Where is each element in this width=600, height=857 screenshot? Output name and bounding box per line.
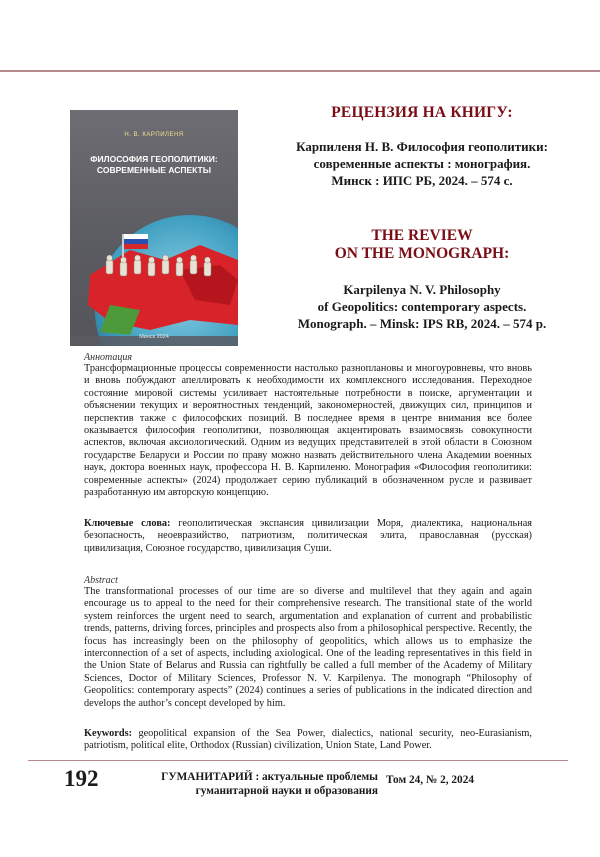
keywords-list-ru: геополитическая экспансия цивилизации Моря, диалектика, национальная безопасность, неоевразийство, патриотизм, политическая элита, православная (русская) цивилизация, Союзное государство, цивилизация Суши. — [84, 518, 533, 554]
abstract-text-ru: Трансформационные процессы современности настолько разноплановы и многоуровневы, что вновь и вновь побуждают апеллировать к необходимости их комплексного исследования. Переходное состояние мировой системы усиливает настоятельные потребности в поиске, аргументации и объяснении текущих и вероятностных тенденций, закономерностей, движущих сил, принципов и перспектив также с философских позиций. В последнее время в центре внимания все более оказывается философия геополитики, позволяющая акцентировать взаимосвязь совокупности аспектов, включая аксиологический. Одним из ведущих представителей в этой области в Союзном государстве Беларуси и России по праву можно назвать действительного члена Академии военных наук, доктора военных наук, профессора Н. В. Карпиленю. Монография «Философия геополитики: современные аспекты» (2024) продолжает серию публикаций в обозначенном русле и развивает разработанную им авторскую концепцию. — [84, 363, 532, 499]
cover-title — [76, 154, 232, 176]
citation-ru-line2: современные аспекты : монография. — [313, 156, 531, 171]
review-title-en-line1: THE REVIEW — [371, 227, 473, 244]
review-title-ru: РЕЦЕНЗИЯ НА КНИГУ: — [331, 104, 513, 121]
book-cover-image — [70, 110, 238, 346]
cover-title-line1: ФИЛОСОФИЯ ГЕОПОЛИТИКИ: — [90, 154, 218, 164]
book-citation-en — [262, 281, 582, 332]
citation-en-line2: of Geopolitics: contemporary aspects. — [317, 299, 527, 314]
abstract-text-en: The transformational processes of our time are so diverse and multilevel that they again and again encourage us to appeal to the need for their comprehensive research. The transitional state of the world system reinforces the urgent need to search, argumentation and explanation of current and probabilistic trends, patterns, driving forces, principles and prospects also from a philosophical perspective. Recently, the focus has increasingly been on the philosophy of geopolitics, which allows us to emphasize the interconnection of a set of aspects, including axiological. One of the leading representatives in this field in the Union State of Belarus and Russia can rightfully be called a full member of the Academy of Military Sciences, Doctor of Military Sciences, Professor N. V. Karpilenya. The monograph “Philosophy of Geopolitics: contemporary aspects” (2024) continues a series of publications in the indicated direction and develops the author’s concept developed by him. — [84, 586, 532, 709]
keywords-label-en: Keywords: — [84, 728, 133, 739]
page-number: 192 — [64, 766, 99, 791]
citation-en-line3: Monograph. – Minsk: IPS RB, 2024. – 574 p. — [297, 316, 547, 331]
journal-name-line1: ГУМАНИТАРИЙ : актуальные проблемы — [161, 771, 378, 783]
cover-title-line2: СОВРЕМЕННЫЕ АСПЕКТЫ — [96, 165, 212, 175]
book-citation-ru — [262, 138, 582, 189]
cover-globe-illustration — [70, 110, 238, 346]
abstract-label-ru: Аннотация — [84, 352, 133, 363]
cover-city-year: Минск 2024 — [139, 334, 169, 340]
keywords-list-en: geopolitical expansion of the Sea Power, dialectics, national security, neo-Eurasianism, patriotism, political elite, Orthodox (Russian) civilization, Union State, Land Power. — [84, 728, 532, 752]
header-rule — [0, 70, 600, 72]
journal-issue: Том 24, № 2, 2024 — [386, 774, 474, 786]
citation-ru-line3: Минск : ИПС РБ, 2024. – 574 с. — [331, 173, 513, 188]
keywords-en — [84, 728, 532, 753]
journal-name — [142, 770, 378, 798]
cover-author: Н. В. КАРПИЛЕНЯ — [124, 132, 184, 138]
footer-rule — [28, 760, 568, 761]
review-title-en-line2: ON THE MONOGRAPH: — [334, 245, 510, 262]
abstract-label-en: Abstract — [84, 575, 118, 586]
keywords-label-ru: Ключевые слова: — [84, 518, 171, 529]
citation-ru-line1: Карпиленя Н. В. Философия геополитики: — [296, 139, 548, 154]
review-title-en — [262, 227, 582, 263]
journal-name-line2: гуманитарной науки и образования — [195, 785, 378, 797]
citation-en-line1: Karpilenya N. V. Philosophy — [343, 282, 501, 297]
keywords-ru — [84, 518, 532, 555]
